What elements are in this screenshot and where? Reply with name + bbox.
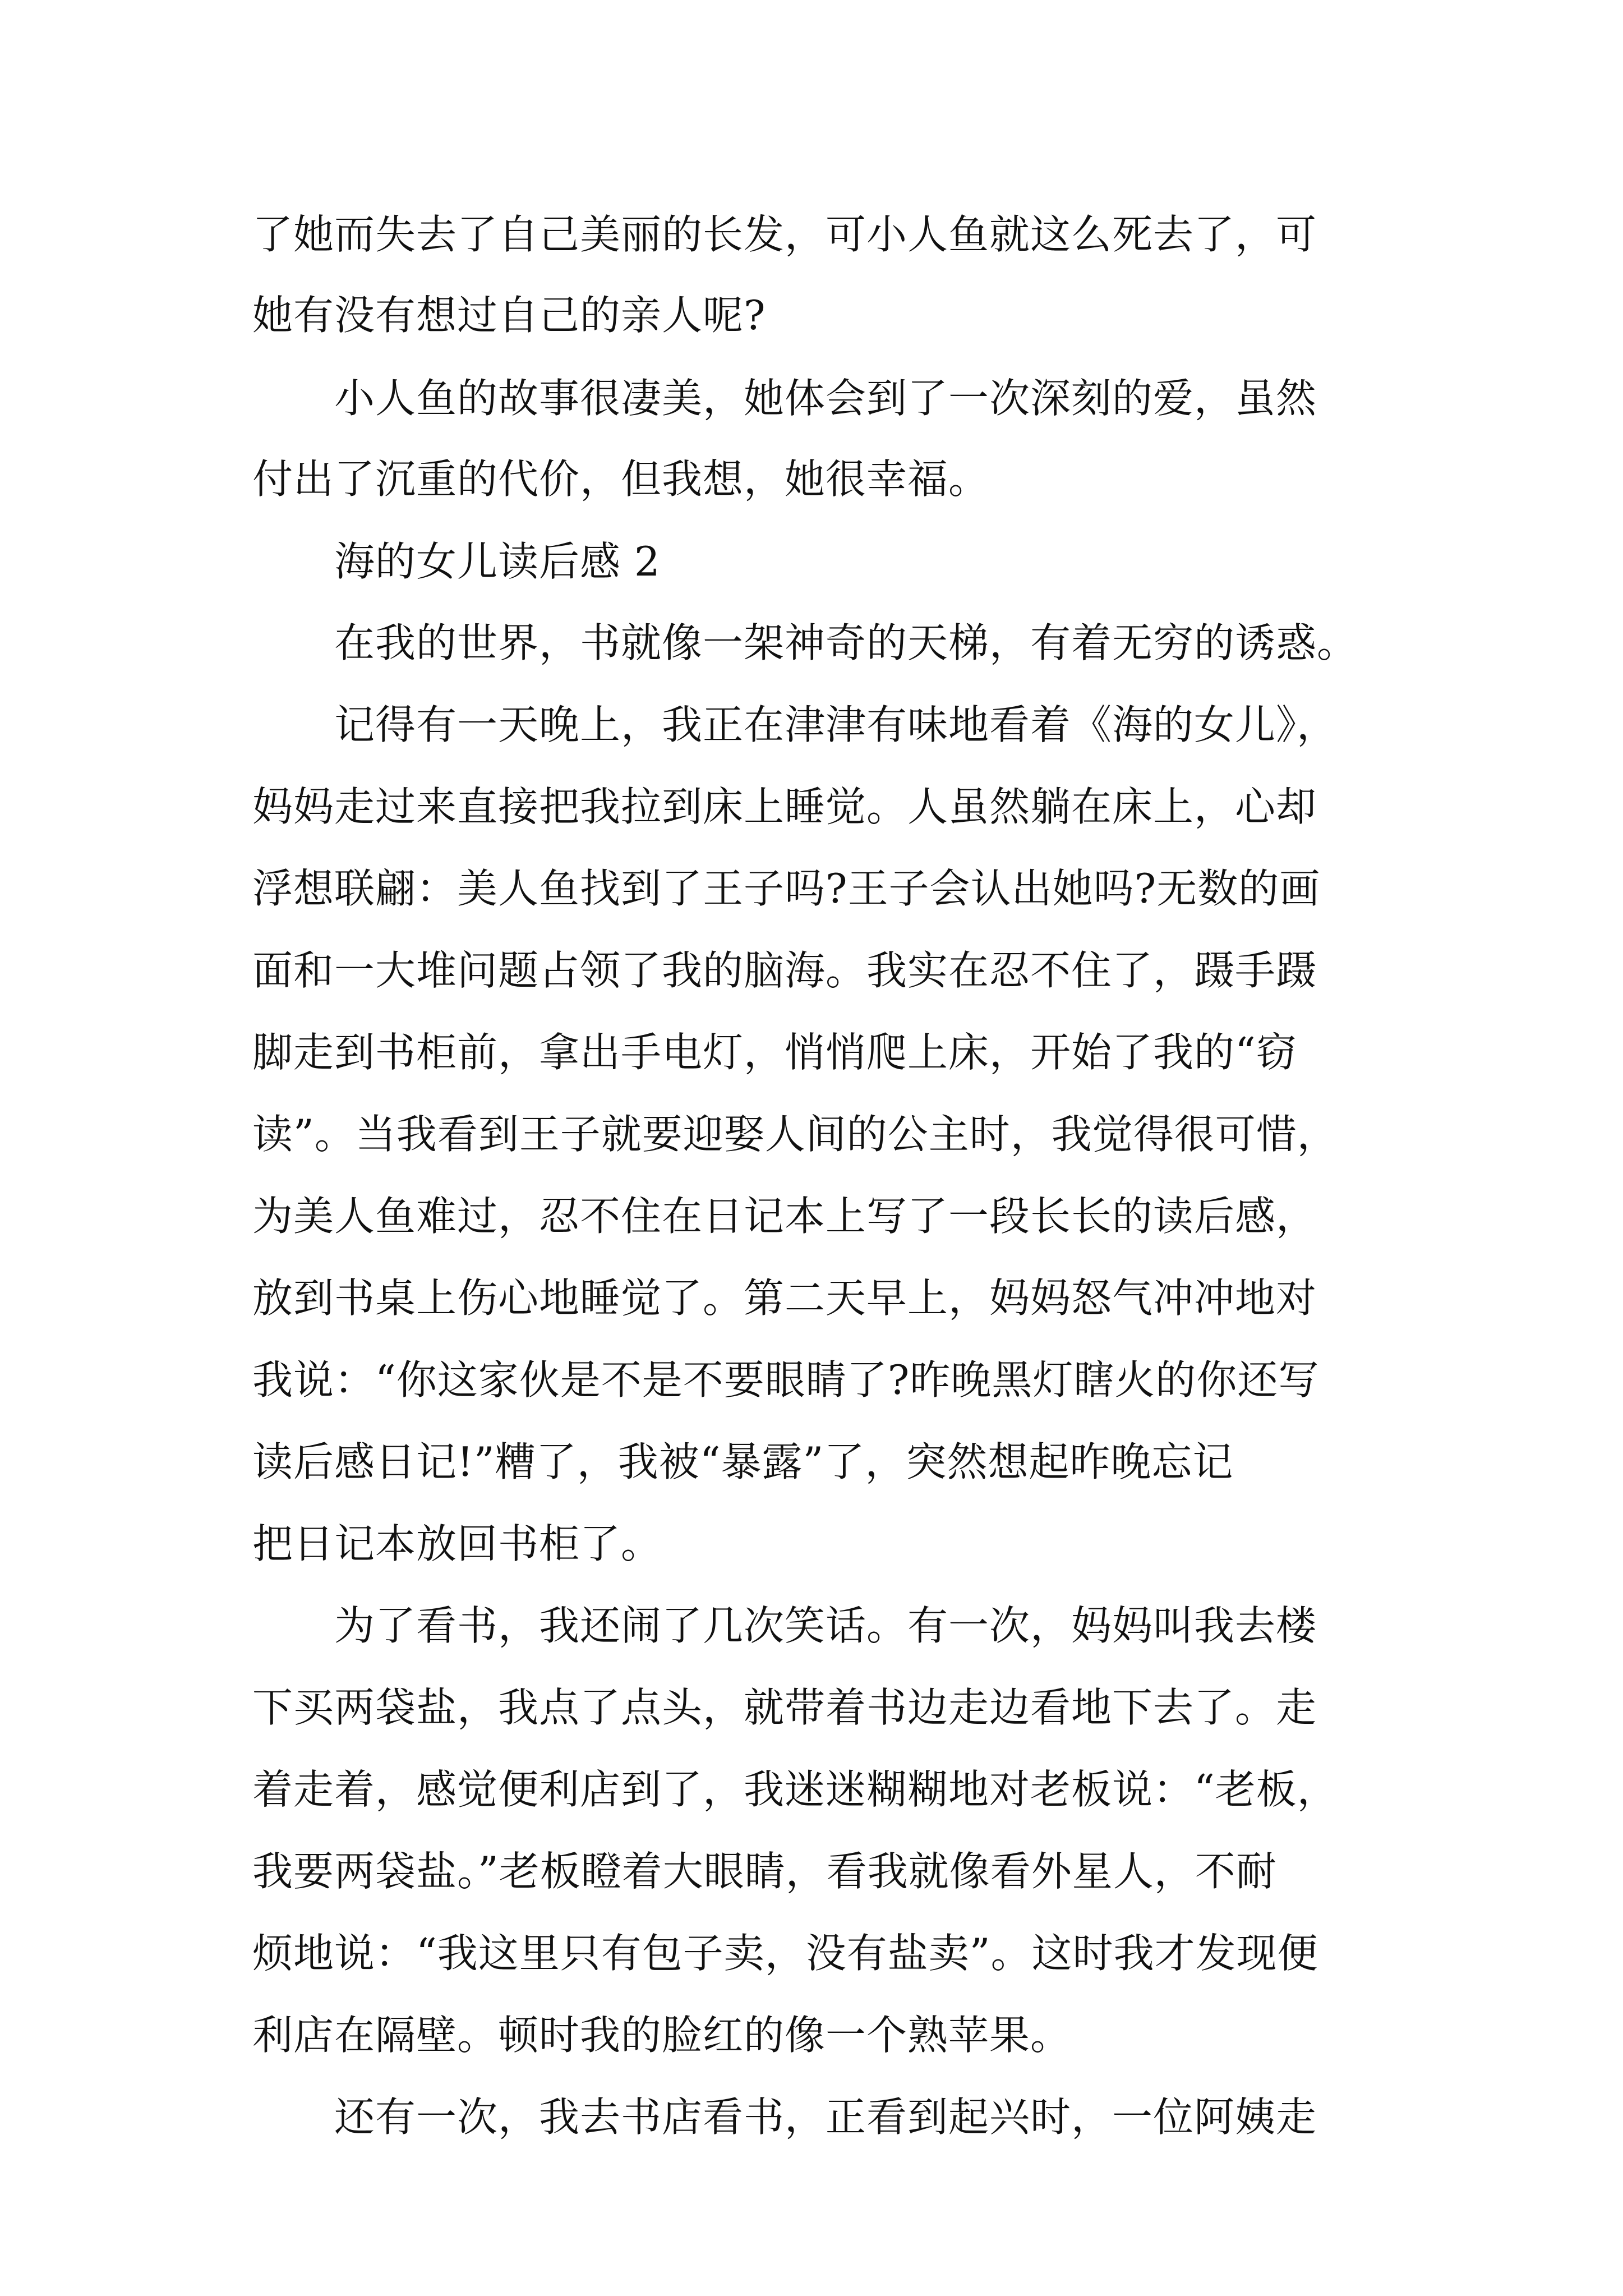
- text-line: 我要两袋盐。”老板瞪着大眼睛，看我就像看外星人，不耐: [252, 1848, 1277, 1895]
- text-line: 读后感日记!”糟了，我被“暴露”了，突然想起昨晚忘记: [252, 1438, 1234, 1485]
- text-line: 妈妈走过来直接把我拉到床上睡觉。人虽然躺在床上，心却: [252, 783, 1317, 830]
- paragraph-start: 在我的世界，书就像一架神奇的天梯，有着无穷的诱惑。: [334, 619, 1358, 666]
- text-line: 下买两袋盐，我点了点头，就带着书边走边看地下去了。走: [252, 1684, 1317, 1731]
- text-line: 付出了沉重的代价，但我想，她很幸福。: [252, 455, 990, 503]
- text-line: 为美人鱼难过，忍不住在日记本上写了一段长长的读后感，: [252, 1193, 1317, 1240]
- text-line: 利店在隔壁。顿时我的脸红的像一个熟苹果。: [252, 2012, 1072, 2059]
- paragraph-start: 记得有一天晚上，我正在津津有味地看着《海的女儿》，: [334, 701, 1338, 748]
- text-line: 我说：“你这家伙是不是不要眼睛了?昨晚黑灯瞎火的你还写: [252, 1356, 1320, 1404]
- text-line: 烦地说：“我这里只有包子卖，没有盐卖”。这时我才发现便: [252, 1930, 1318, 1977]
- paragraph-start: 还有一次，我去书店看书，正看到起兴时，一位阿姨走: [334, 2093, 1317, 2141]
- text-line: 了她而失去了自己美丽的长发，可小人鱼就这么死去了，可: [252, 211, 1317, 258]
- text-line: 面和一大堆问题占领了我的脑海。我实在忍不住了，蹑手蹑: [252, 947, 1317, 994]
- text-line: 把日记本放回书柜了。: [252, 1520, 662, 1567]
- paragraph-start: 为了看书，我还闹了几次笑话。有一次，妈妈叫我去楼: [334, 1602, 1317, 1649]
- text-line: 她有没有想过自己的亲人呢?: [252, 292, 766, 339]
- text-line: 读”。当我看到王子就要迎娶人间的公主时，我觉得很可惜，: [252, 1111, 1338, 1158]
- paragraph-start: 小人鱼的故事很凄美，她体会到了一次深刻的爱，虽然: [334, 375, 1317, 422]
- text-line: 脚走到书柜前，拿出手电灯，悄悄爬上床，开始了我的“窃: [252, 1029, 1297, 1076]
- text-line: 着走着，感觉便利店到了，我迷迷糊糊地对老板说：“老板，: [252, 1766, 1338, 1813]
- section-heading: 海的女儿读后感 2: [334, 538, 661, 585]
- text-line: 放到书桌上伤心地睡觉了。第二天早上，妈妈怒气冲冲地对: [252, 1274, 1317, 1322]
- text-line: 浮想联翩：美人鱼找到了王子吗?王子会认出她吗?无数的画: [252, 865, 1321, 912]
